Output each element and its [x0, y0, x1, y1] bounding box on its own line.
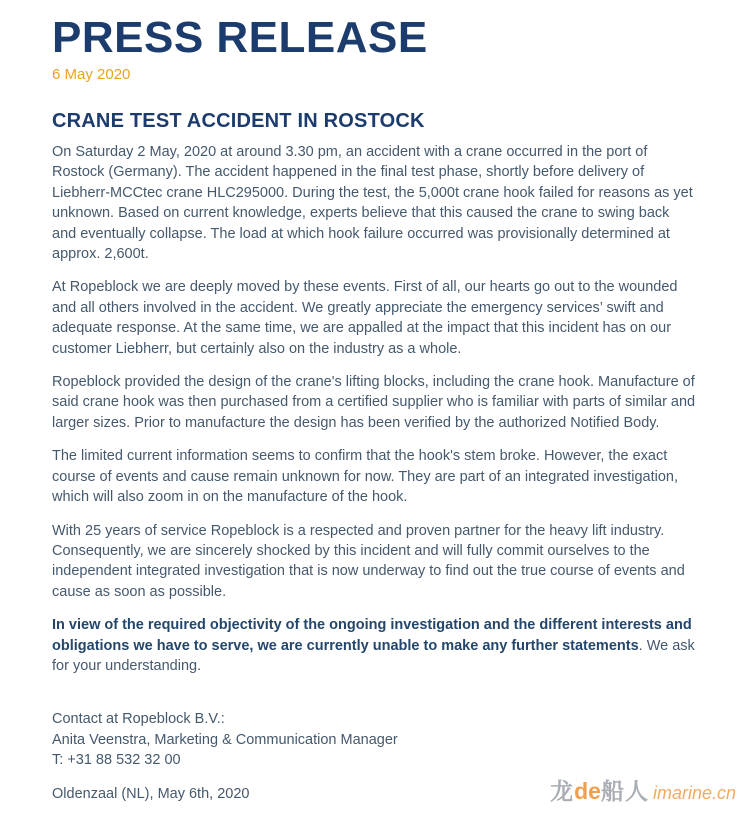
contact-block: [52, 709, 697, 770]
headline: CRANE TEST ACCIDENT IN ROSTOCK: [52, 110, 425, 132]
body-paragraph-2: At Ropeblock we are deeply moved by these events. First of all, our hearts go out to the wounded and all others involved in the accident. We greatly appreciate the emergency services’ swift and adequate response. At the same time, we are appalled at the impact that this incident has on our customer Liebherr, but certainly also on the industry as a whole.: [52, 279, 678, 357]
watermark: [550, 778, 736, 808]
watermark-cjk-1: 龙: [550, 778, 575, 804]
page-title: PRESS RELEASE: [52, 13, 428, 62]
contact-person-line: Anita Veenstra, Marketing & Communication Manager: [52, 731, 398, 748]
watermark-cjk-2: 船人: [600, 778, 649, 804]
body-paragraph-5: With 25 years of service Ropeblock is a respected and proven partner for the heavy lift industry. Consequently, we are sincerely shocked by this incident and will fully commit ourselves to the independent integrated investigation that is now underway to find out the true course of events and cause as soon as possible.: [52, 522, 685, 600]
body-paragraph-1: On Saturday 2 May, 2020 at around 3.30 pm, an accident with a crane occurred in the port of Rostock (Germany). The accident happened in the final test phase, shortly before delivery of Liebherr-MCCtec crane HLC295000. During the test, the 5,000t crane hook failed for reasons as yet unknown. Based on current knowledge, experts believe that this caused the crane to swing back and eventually collapse. The load at which hook failure occurred was provisionally determined at approx. 2,600t.: [52, 144, 693, 263]
body-paragraph-4: The limited current information seems to confirm that the hook's stem broke. However, the exact course of events and cause remain unknown for now. They are part of an integrated investigation, which will also zoom in on the manufacture of the hook.: [52, 448, 679, 506]
statement-regular-text: . We ask for your understanding.: [52, 637, 695, 674]
watermark-de: de: [574, 778, 601, 804]
body-paragraph-3: Ropeblock provided the design of the crane's lifting blocks, including the crane hook. Manufacture of said crane hook was then purchased from a certified supplier who is familiar with parts of similar and larger sizes. Prior to manufacture the design has been verified by the authorized Notified Body.: [52, 374, 696, 431]
contact-phone-line: T: +31 88 532 32 00: [52, 752, 181, 769]
signoff-line: Oldenzaal (NL), May 6th, 2020: [52, 785, 250, 802]
statement-bold-text: In view of the required objectivity of the ongoing investigation and the different interests and obligations we have to serve, we are currently unable to make any further statements: [52, 617, 692, 654]
statement-paragraph: [52, 615, 697, 676]
release-date: 6 May 2020: [52, 66, 131, 83]
contact-company-line: Contact at Ropeblock B.V.:: [52, 711, 225, 728]
watermark-site-text: imarine.cn: [652, 783, 736, 803]
